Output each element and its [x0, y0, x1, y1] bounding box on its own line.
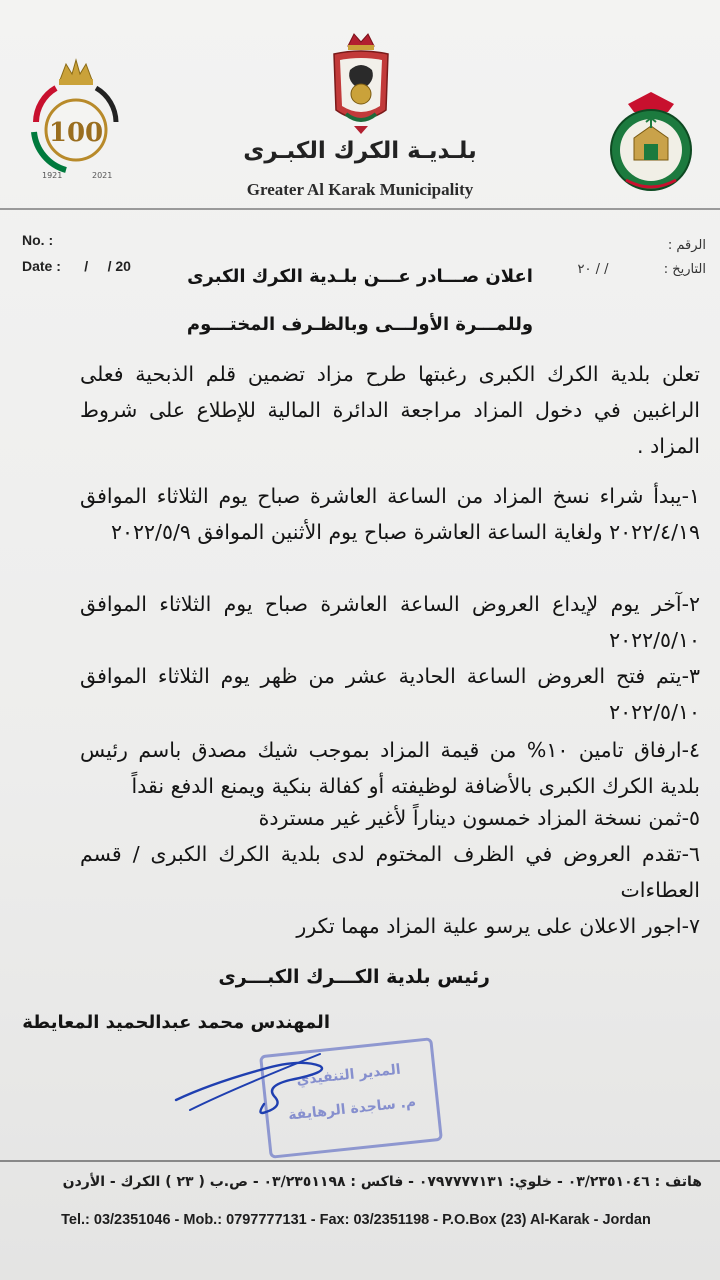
list-item: ٧-اجور الاعلان على يرسو علية المزاد مهما تكرر — [296, 914, 700, 938]
footer-contact-english: Tel.: 03/2351046 - Mob.: 0797777131 - Fax: 03/2351198 - P.O.Box (23) Al-Karak - Jordan — [61, 1212, 651, 1228]
reference-number-label-arabic: الرقم : — [667, 238, 706, 253]
handwritten-signature — [170, 1040, 350, 1120]
date-label: Date : / / 20 — [22, 258, 131, 274]
svg-text:2021: 2021 — [92, 171, 113, 180]
signatory-position: رئيس بلدية الكـــرك الكبـــرى — [218, 966, 490, 988]
footer-contact-arabic: هاتف : ٠٣/٢٣٥١٠٤٦ - خلوي: ٠٧٩٧٧٧٧١٣١ - فاكس : ٠٣/٢٣٥١١٩٨ - ص.ب ( ٢٣ ) الكرك - الأردن — [62, 1174, 702, 1190]
announcement-subtitle: وللمـــرة الأولـــى وبالظـرف المختـــوم — [186, 314, 534, 335]
municipality-name-english: Greater Al Karak Municipality — [246, 180, 474, 199]
announcement-title: اعلان صـــادر عـــن بلـدية الكرك الكبرى — [187, 266, 533, 287]
list-item: ٣-يتم فتح العروض الساعة الحادية عشر من ظهر يوم الثلاثاء الموافق ٢٠٢٢/٥/١٠ — [80, 664, 700, 724]
list-item: ١-يبدأ شراء نسخ المزاد من الساعة العاشرة صباح يوم الثلاثاء الموافق ٢٠٢٢/٤/١٩ ولغاية الساعة العاشرة صباح يوم الأثنين الموافق ٢٠٢٢/٥/٩ — [80, 484, 700, 544]
list-item: ٢-آخر يوم لإيداع العروض الساعة العاشرة صباح يوم الثلاثاء الموافق ٢٠٢٢/٥/١٠ — [80, 592, 700, 652]
header-divider — [0, 208, 720, 210]
footer-divider — [0, 1160, 720, 1162]
municipality-seal-icon — [608, 88, 694, 198]
svg-text:1921: 1921 — [42, 171, 63, 180]
date-label-arabic: التاريخ : — [663, 262, 706, 277]
list-item: ٤-ارفاق تامين ١٠% من قيمة المزاد بموجب شيك مصدق باسم رئيس بلدية الكرك الكبرى بالأضافة لوظيفته أو كفالة بنكية ويمنع الدفع نقداً — [80, 738, 700, 798]
stamp-name: م. ساجدة الرهايفة — [287, 1094, 417, 1124]
date-blank-arabic: / / ٢٠ — [577, 262, 609, 277]
centenary-logo — [26, 52, 126, 184]
svg-text:100: 100 — [48, 118, 104, 148]
reference-number-label: No. : — [22, 232, 54, 248]
list-item: ٥-ثمن نسخة المزاد خمسون ديناراً لأغير غير مستردة — [258, 806, 700, 830]
list-item: ٦-تقدم العروض في الظرف المختوم لدى بلدية الكرك الكبرى / قسم العطاءات — [80, 842, 700, 902]
municipality-name-arabic: بلـديـة الكرك الكبـرى — [243, 138, 477, 164]
coat-of-arms-icon — [326, 30, 396, 138]
announcement-intro: تعلن بلدية الكرك الكبرى رغبتها طرح مزاد تضمين قلم الذبحية فعلى الراغبين في دخول المزاد مراجعة الدائرة المالية للإطلاع على شروط المزاد . — [80, 362, 700, 458]
signatory-name: المهندس محمد عبدالحميد المعايطة — [22, 1012, 330, 1033]
crown-icon — [59, 60, 93, 85]
stamp-title: المدير التنفيذي — [295, 1061, 402, 1089]
